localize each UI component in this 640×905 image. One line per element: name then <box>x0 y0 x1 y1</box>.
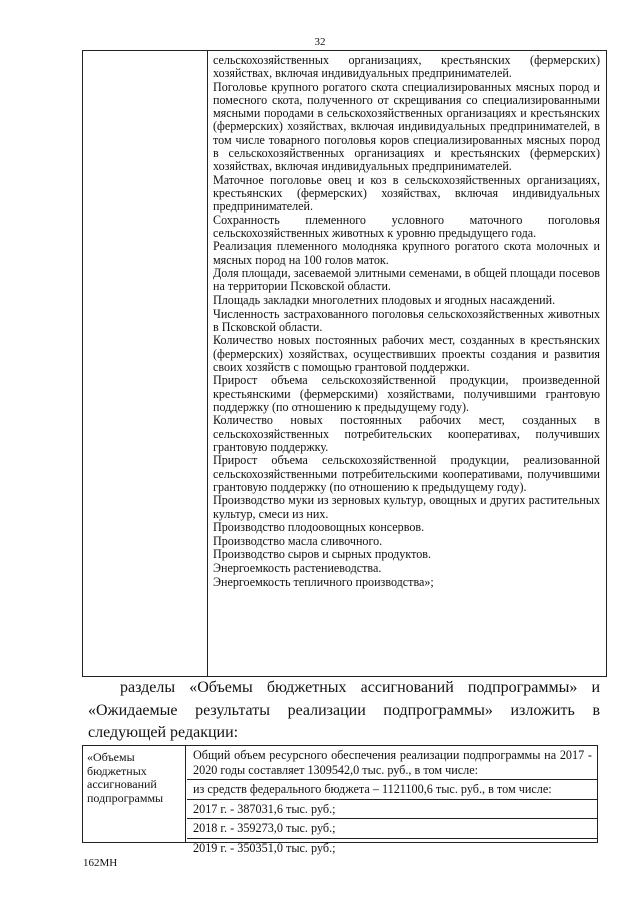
indicator-item: сельскохозяйственных организациях, крестьянских (фермерских) хозяйствах, включая индивидуальных предпринимателей. <box>213 53 600 81</box>
amendment-intro-text <box>88 677 600 745</box>
indicator-item: Производство плодоовощных консервов. <box>213 520 425 535</box>
indicator-item: Численность застрахованного поголовья сельскохозяйственных животных в Псковской области. <box>213 306 600 334</box>
indicators-table-right-cell <box>208 51 606 676</box>
intro-line: «Ожидаемые результаты реализации подпрограммы» изложить в <box>88 701 600 719</box>
indicator-item: Производство сыров и сырных продуктов. <box>213 547 431 562</box>
indicators-table <box>82 50 607 677</box>
indicator-item: Поголовье крупного рогатого скота специализированных мясных пород и помесного скота, полученного от скрещивания со специализированными мясными породами в сельскохозяйственных организациях и крестьянских (фермерских) хозяйствах, включая индивидуальных предпринимателей, в том числе товарного поголовья коров специализированных мясных пород в сельскохозяйственных организациях и крестьянских (фермерских) хозяйствах, включая индивидуальных предпринимателей. <box>213 79 600 174</box>
indicator-item: Маточное поголовье овец и коз в сельскохозяйственных организациях, крестьянских (фермерских) хозяйствах, включая индивидуальных предпринимателей. <box>213 172 600 214</box>
budget-row: 2018 г. - 359273,0 тыс. руб.; <box>187 819 597 839</box>
budget-table-heading-cell: «Объемы бюджетных ассигнований подпрограммы <box>83 746 186 842</box>
budget-row: из средств федерального бюджета – 1121100,6 тыс. руб., в том числе: <box>187 780 597 800</box>
budget-table <box>82 745 598 855</box>
indicator-item: Площадь закладки многолетних плодовых и ягодных насаждений. <box>213 293 556 307</box>
budget-table-content-cell <box>187 746 597 855</box>
indicator-item: Производство муки из зерновых культур, овощных и других растительных культур, смеси из них. <box>213 493 600 521</box>
indicator-item: Энергоемкость тепличного производства»; <box>213 574 434 589</box>
budget-row: 2019 г. - 350351,0 тыс. руб.; <box>193 840 336 855</box>
indicator-item: Реализация племенного молодняка крупного рогатого скота молочных и мясных пород на 100 голов маток. <box>213 239 600 267</box>
indicator-item: Прирост объема сельскохозяйственной продукции, реализованной сельскохозяйственными потребительскими кооперативами, получившими грантовую поддержку (по отношению к предыдущему году). <box>213 453 600 494</box>
indicator-item: Энергоемкость растениеводства. <box>213 560 382 575</box>
indicator-item: Количество новых постоянных рабочих мест, созданных в крестьянских (фермерских) хозяйствах, осуществивших проекты создания и развития своих хозяйств с помощью грантовой поддержки. <box>213 333 600 374</box>
intro-line: разделы «Объемы бюджетных ассигнований подпрограммы» и <box>120 679 600 696</box>
indicator-item: Количество новых постоянных рабочих мест, созданных в сельскохозяйственных потребительских кооперативах, получивших грантовую поддержку. <box>213 413 600 454</box>
budget-row: 2017 г. - 387031,6 тыс. руб.; <box>187 800 597 820</box>
indicator-item: Сохранность племенного условного маточного поголовья сельскохозяйственных животных к уровню предыдущего года. <box>213 212 600 240</box>
indicator-item: Производство масла сливочного. <box>213 533 383 548</box>
indicators-table-left-cell <box>83 51 208 676</box>
page-number: 32 <box>314 36 326 48</box>
budget-row: Общий объем ресурсного обеспечения реализации подпрограммы на 2017 - 2020 годы составляет 1309542,0 тыс. руб., в том числе: <box>187 746 597 780</box>
indicator-item: Доля площади, засеваемой элитными семенами, в общей площади посевов на территории Псковской области. <box>213 266 600 294</box>
document-code: 162МН <box>83 857 118 869</box>
intro-line: следующей редакции: <box>88 724 239 741</box>
indicator-item: Прирост объема сельскохозяйственной продукции, произведенной крестьянскими (фермерскими) хозяйствами, получившими грантовую поддержку (по отношению к предыдущему году). <box>213 373 600 414</box>
